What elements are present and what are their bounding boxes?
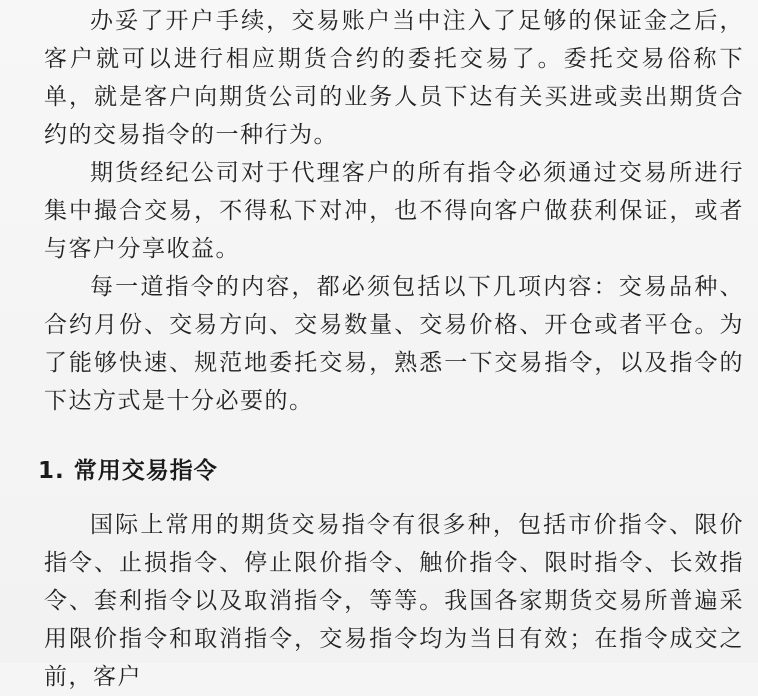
paragraph-order-types: 国际上常用的期货交易指令有很多种，包括市价指令、限价指令、止损指令、停止限价指令、触价指令、限时指令、长效指令、套利指令以及取消指令，等等。我国各家期货交易所普遍采用限价指令和取消指令，交易指令均为当日有效；在指令成交之前，客户 (44, 512, 744, 690)
paragraph-order-contents: 每一道指令的内容，都必须包括以下几项内容：交易品种、合约月份、交易方向、交易数量、交易价格、开仓或者平仓。为了能够快速、规范地委托交易，熟悉一下交易指令，以及指令的下达方式是十分必要的。 (44, 274, 744, 414)
paragraph-account-opening: 办妥了开户手续，交易账户当中注入了足够的保证金之后，客户就可以进行相应期货合约的委托交易了。委托交易俗称下单，就是客户向期货公司的业务人员下达有关买进或卖出期货合约的交易指令的一种行为。 (44, 8, 744, 148)
section-heading: 1. 常用交易指令 (38, 458, 218, 484)
paragraph-broker-rules: 期货经纪公司对于代理客户的所有指令必须通过交易所进行集中撮合交易，不得私下对冲，也不得向客户做获利保证，或者与客户分享收益。 (44, 160, 744, 262)
